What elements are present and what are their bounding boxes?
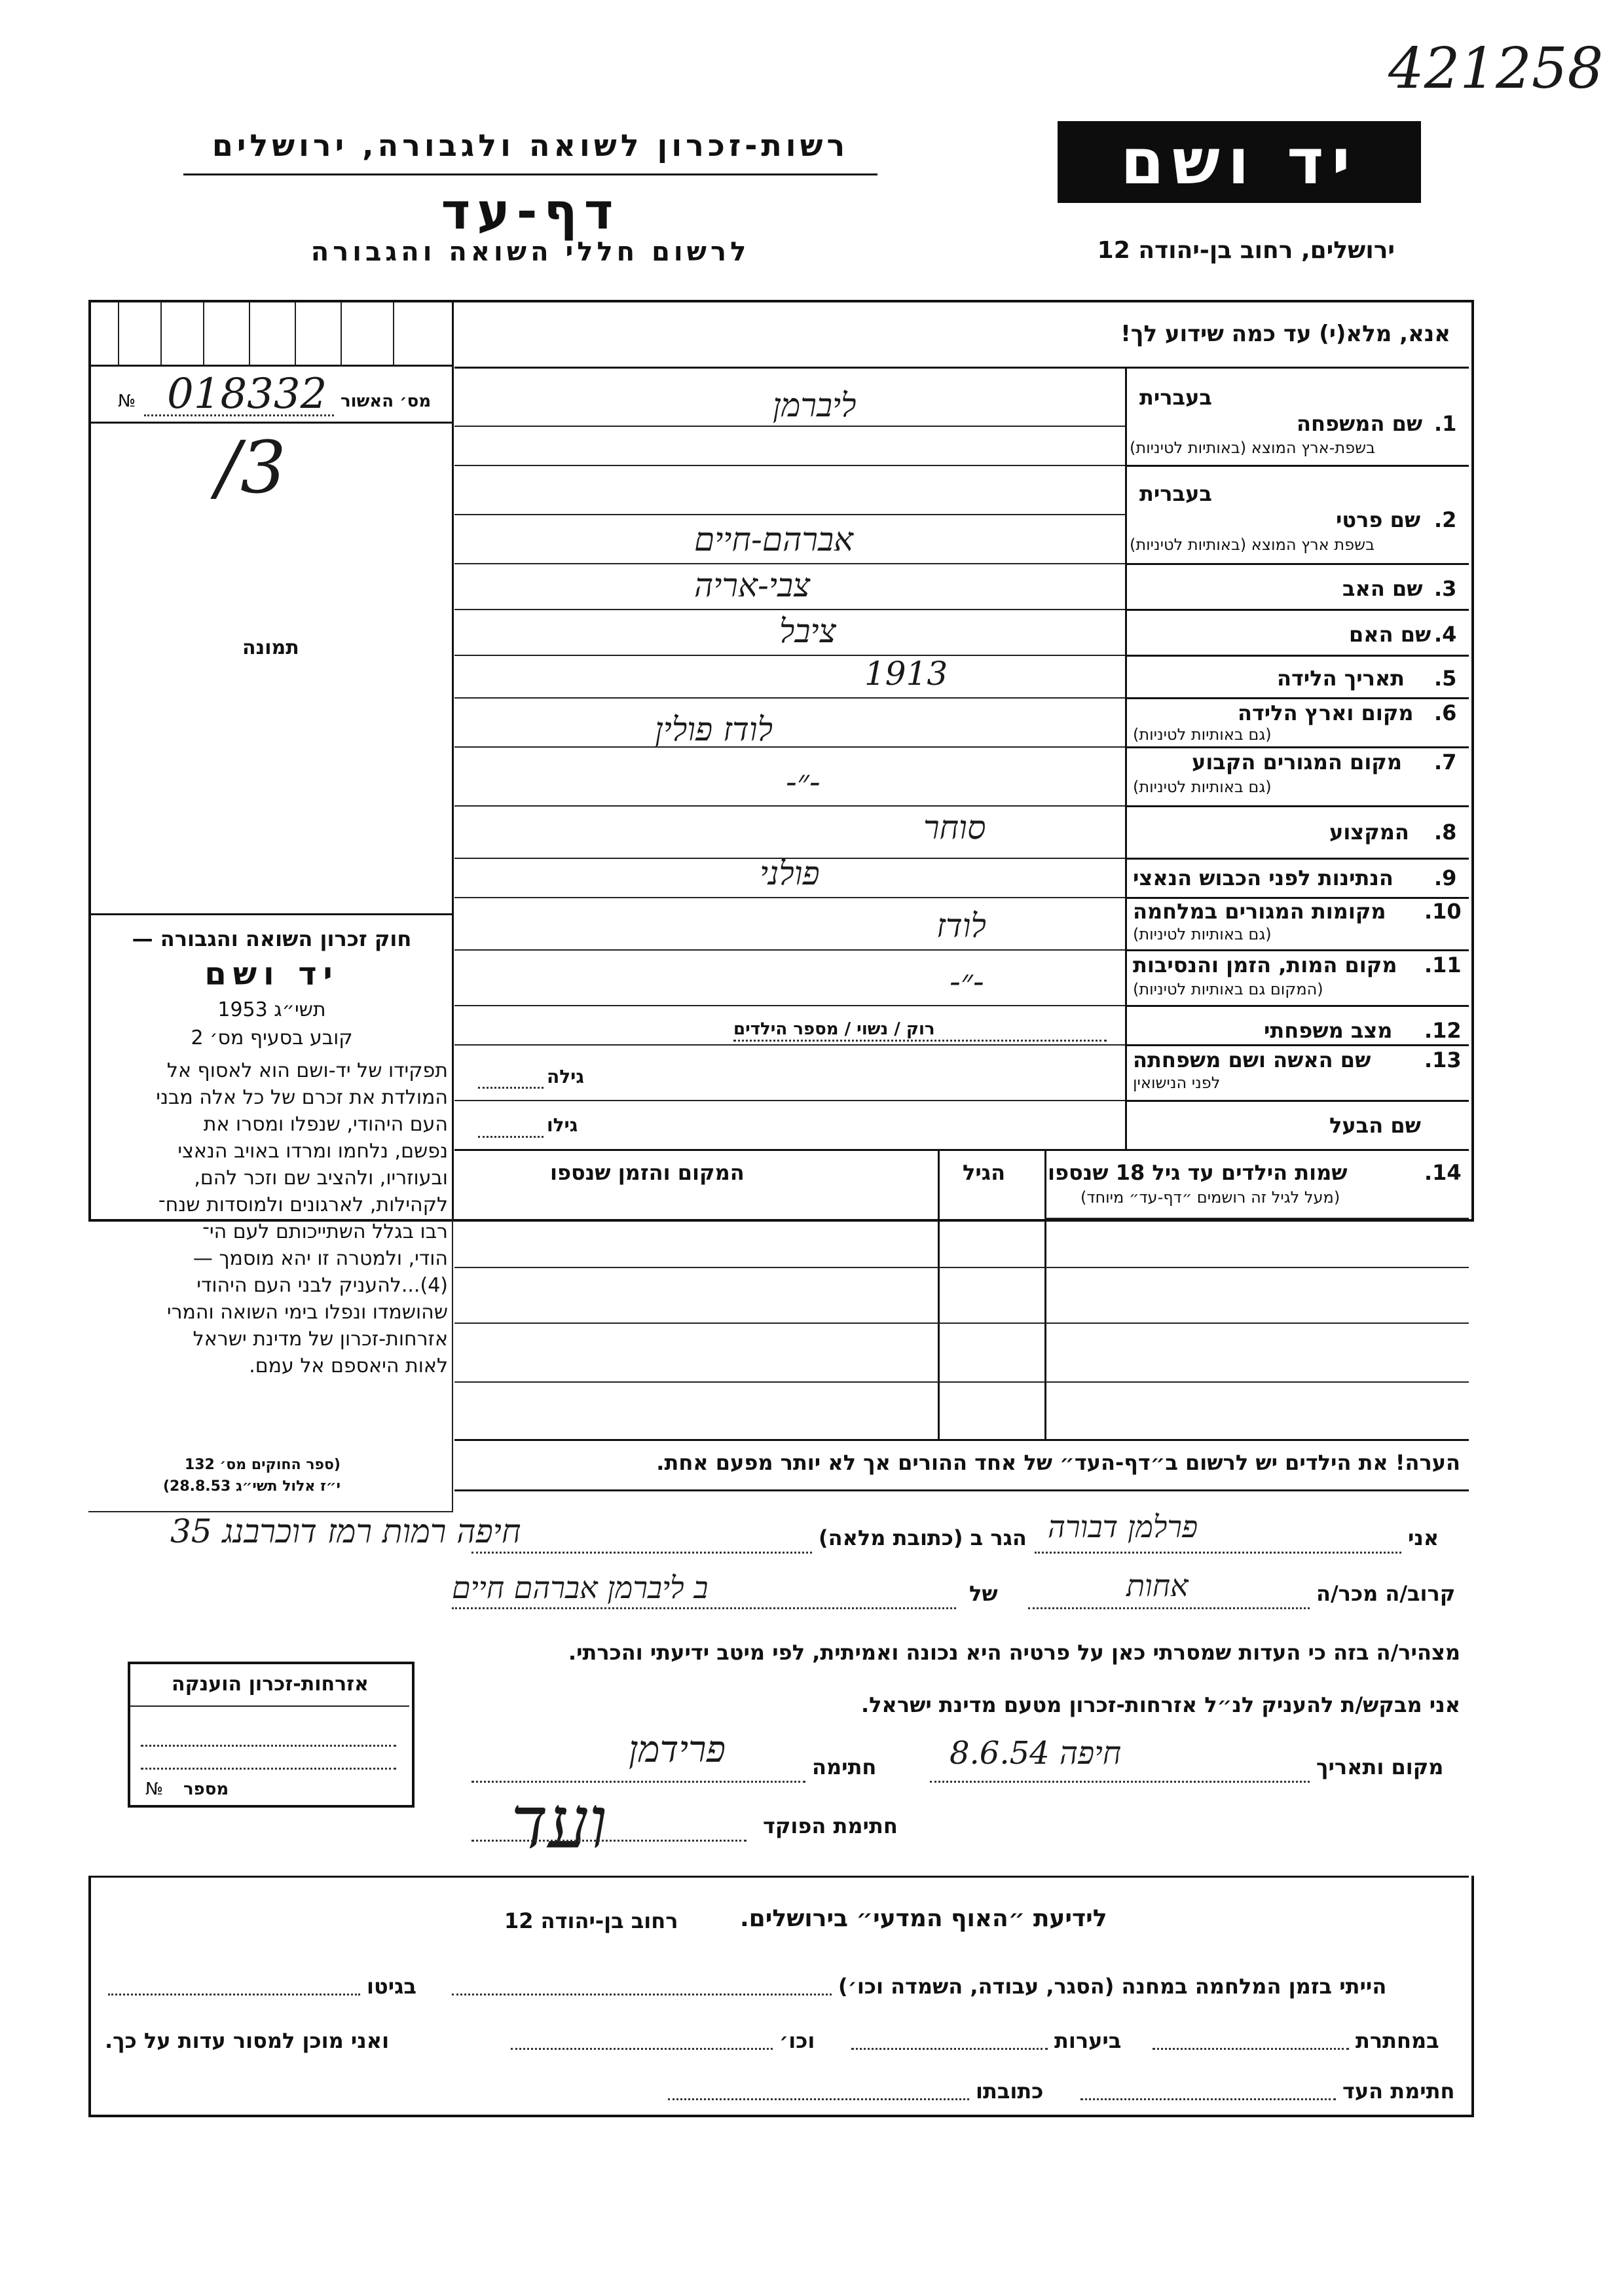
id-cell-divider (341, 302, 342, 365)
field-10-label: מקומות המגורים במלחמה (1133, 899, 1386, 924)
field-10-sub: (גם באותיות לטיניות) (1133, 925, 1272, 943)
answer-rule (454, 805, 1125, 807)
decl-request: אני מבקש/ת להעניק לנ״ל אזרחות-זכרון מטעם מדינת ישראל. (861, 1692, 1460, 1717)
law-brand: יד ושם (204, 956, 339, 993)
law-section: קובע בסעיף מס׳ 2 (191, 1027, 353, 1049)
decl-address-value: חיפה רמות רמז דוכרבנג 35 (170, 1512, 521, 1550)
footer-forests-label: ביערות (1054, 2028, 1122, 2053)
field-14-label: שמות הילדים עד גיל 18 שנספו (1048, 1160, 1348, 1185)
answer-rule (454, 1044, 1125, 1046)
form-subtitle: לרשום חללי השואה והגבורה (310, 237, 750, 267)
row-rule (1125, 1149, 1469, 1151)
field-4-label: שם האם (1349, 622, 1431, 647)
citizenship-line (141, 1768, 396, 1770)
field-3-number: 3. (1434, 576, 1457, 601)
field-13-sub: לפני הנישואין (1133, 1074, 1221, 1092)
id-row-bottom (91, 422, 452, 424)
field-1-number: 1. (1434, 411, 1457, 436)
id-label: מס׳ האשור (341, 392, 432, 411)
children-age-header: הגיל (963, 1160, 1006, 1185)
field-8-value: סוחר (923, 809, 986, 847)
intro-rule (454, 367, 1469, 369)
field-6-value: לודז פולין (655, 710, 773, 748)
field-2-lang: בעברית (1139, 481, 1212, 506)
field-13-age-label: גילה (547, 1066, 584, 1087)
children-table-bottom (454, 1439, 1469, 1441)
field-9-value: פולני (760, 854, 820, 892)
children-row (454, 1381, 1469, 1383)
field-8-label: המקצוע (1329, 820, 1409, 845)
row-rule (1125, 697, 1469, 699)
field-5-label: תאריך הלידה (1277, 666, 1405, 691)
law-reference-1: (ספר החוקים מס׳ 132 (184, 1457, 341, 1473)
footer-camp-text: הייתי בזמן המלחמה במחנה (הסגר, עבודה, השמדה וכו׳) (838, 1974, 1387, 1999)
row-rule (1125, 1044, 1469, 1046)
field-10-number: 10. (1424, 899, 1462, 924)
id-cell-divider (295, 302, 296, 365)
answer-rule (454, 746, 1125, 748)
field-12-label: מצב משפחתי (1264, 1018, 1393, 1043)
decl-signature-label: חתימה (812, 1755, 877, 1779)
footer-witness-sign-line (1080, 2098, 1336, 2100)
decl-address-line (471, 1552, 812, 1554)
footer-testimony-text: ואני מוכן למסור עדות על כך. (105, 2028, 390, 2053)
children-col-divider (938, 1149, 940, 1440)
row-rule (1125, 655, 1469, 657)
field-9-label: הנתינות לפני הכבוש הנאצי (1133, 866, 1393, 890)
field-4-number: 4. (1434, 622, 1457, 647)
field-6-number: 6. (1434, 701, 1457, 725)
decl-signature-value: פרידמן (629, 1728, 726, 1771)
answer-rule (454, 949, 1125, 951)
field-12-options: רוק / נשוי / מספר הילדים (733, 1019, 935, 1039)
field-13-label: שם האשה ושם משפחתה (1133, 1048, 1371, 1072)
header-rule (183, 173, 877, 175)
decl-officer-label: חתימת הפוקד (763, 1813, 898, 1838)
note-bottom (454, 1489, 1469, 1491)
answer-rule (454, 1149, 1125, 1151)
answer-rule (454, 465, 1125, 466)
decl-of-line (452, 1607, 956, 1609)
footer-underground-label: במחתרת (1356, 2028, 1439, 2053)
field-11-label: מקום המות, הזמן והנסיבות (1133, 953, 1397, 977)
decl-name-line (1035, 1552, 1401, 1554)
field-7-value: -״- (786, 763, 821, 801)
decl-of-label: של (969, 1581, 998, 1606)
id-cell-divider (160, 302, 162, 365)
decl-place-date-value: חיפה 8.6.54 (950, 1735, 1122, 1772)
footer-witness-address-line (668, 2098, 969, 2100)
field-1-value: ליברמן (773, 386, 857, 424)
field-2-value: אברהם-חיים (694, 520, 854, 558)
id-line (144, 414, 334, 416)
children-rule (1044, 1218, 1469, 1219)
field-5-value: 1913 (864, 655, 948, 693)
field-7-number: 7. (1434, 750, 1457, 774)
law-line: שהושמדו ונפלו בימי השואה והמרי (166, 1301, 448, 1324)
answer-rule (454, 655, 1125, 656)
law-line: הודי, ולמטרה זו יהא מוסמך — (193, 1247, 448, 1270)
law-reference-2: י״ז אלול תשי״ג 28.8.53) (162, 1478, 341, 1495)
children-place-header: המקום והזמן שנספו (550, 1160, 745, 1185)
law-line: העם היהודי, שנפלו ומסרו את (203, 1113, 448, 1136)
row-rule (1125, 858, 1469, 860)
row-rule (1125, 563, 1469, 565)
institution-name: רשות-זכרון לשואה ולגבורה, ירושלים (212, 128, 849, 163)
husband-label: שם הבעל (1329, 1113, 1421, 1138)
decl-officer-value: ועד (511, 1781, 608, 1865)
answer-rule (454, 1005, 1125, 1006)
field-6-sub: (גם באותיות לטיניות) (1133, 725, 1272, 744)
field-8-number: 8. (1434, 820, 1457, 845)
decl-i-label: אני (1408, 1525, 1439, 1550)
law-title: חוק זכרון השואה והגבורה — (132, 926, 412, 951)
citizenship-title-rule (130, 1705, 409, 1707)
photo-label: תמונה (242, 636, 299, 659)
decl-relation-line (1028, 1607, 1310, 1609)
field-14-number: 14. (1424, 1160, 1462, 1185)
field-5-number: 5. (1434, 666, 1457, 691)
husband-age-label: גילו (547, 1114, 578, 1136)
citizenship-title: אזרחות-זכרון הוענקה (171, 1673, 369, 1696)
field-11-sub: (המקום גם באותיות לטיניות) (1133, 980, 1323, 998)
decl-place-date-label: מקום ותאריך (1316, 1755, 1444, 1779)
field-2-label: שם פרטי (1336, 507, 1421, 532)
decl-relation-value: אחות (1126, 1568, 1189, 1603)
photo-bottom (91, 913, 452, 915)
row-rule (1125, 609, 1469, 611)
citizenship-line (141, 1745, 396, 1747)
footer-ghetto-label: בגיטו (367, 1974, 416, 1999)
footer-etc-line (511, 2048, 773, 2050)
label-column-divider (1125, 367, 1127, 1149)
decl-statement: מצהיר/ה בזה כי העדות שמסרתי כאן על פרטיה היא נכונה ואמיתית, לפי מיטב ידיעתי והכרתי. (568, 1640, 1460, 1665)
field-3-label: שם האב (1342, 576, 1423, 601)
approval-mark: /3 (216, 426, 287, 509)
citizenship-number-label: מספר (183, 1779, 229, 1799)
note-text: הערה! את הילדים יש לרשום ב״דף-העד״ של אחד ההורים אך לא יותר מפעם אחת. (656, 1450, 1460, 1475)
field-13-age-line (478, 1087, 544, 1089)
decl-name-value: פרלמן דבורה (1048, 1509, 1198, 1544)
footer-forests-line (851, 2048, 1048, 2050)
field-11-value: -״- (950, 962, 984, 1000)
children-col-divider (1044, 1149, 1046, 1440)
footer-witness-sign-label: חתימת העד (1342, 2079, 1455, 2104)
law-line: לקהילות, לארגונים ולמוסדות שנח־ (158, 1194, 448, 1216)
id-cell-divider (249, 302, 250, 365)
field-12-line (733, 1040, 1107, 1042)
decl-resides-label: הגר ב (כתובת מלאה) (819, 1525, 1027, 1550)
law-text (96, 1057, 448, 1379)
law-box-right (452, 1216, 453, 1511)
children-row (454, 1267, 1469, 1268)
field-14-sub: (מעל לגיל זה רושמים ״דף-עד״ מיוחד) (1080, 1188, 1340, 1207)
law-line: נפשם, נלחמו ומרדו באויב הנאצי (177, 1140, 448, 1163)
law-line: ובעוזריו, ולהציב שם וזכר להם, (194, 1167, 448, 1190)
field-1-sub: בשפת-ארץ המוצא (באותיות לטיניות) (1130, 439, 1376, 457)
field-12-number: 12. (1424, 1018, 1462, 1043)
row-rule (1125, 1100, 1469, 1102)
law-year: תשי״ג 1953 (217, 998, 326, 1021)
children-row (454, 1322, 1469, 1324)
law-line: תפקידו של יד-ושם הוא לאסוף אל (166, 1059, 448, 1082)
answer-rule (454, 697, 1125, 699)
law-line: לאות היאספם אל עמם. (249, 1355, 448, 1377)
decl-officer-line (471, 1840, 747, 1842)
archive-number: 421258 (1388, 36, 1604, 101)
id-cells-bottom (91, 365, 452, 367)
row-rule (1125, 805, 1469, 807)
row-rule (1125, 949, 1469, 951)
field-10-value: לודז (936, 907, 986, 945)
form-title: דף-עד (441, 182, 620, 240)
yad-vashem-logo: יד ושם (1058, 121, 1421, 203)
answer-rule (454, 609, 1125, 610)
field-1-label: שם המשפחה (1297, 411, 1423, 436)
field-13-number: 13. (1424, 1048, 1462, 1072)
id-number: 018332 (167, 370, 327, 418)
citizenship-no-mark: № (145, 1779, 164, 1799)
footer-ghetto-line (108, 1994, 360, 1995)
answer-rule (454, 897, 1125, 898)
answer-rule (454, 426, 1125, 427)
field-2-number: 2. (1434, 507, 1457, 532)
id-cell-divider (203, 302, 204, 365)
row-rule (1125, 1005, 1469, 1007)
law-line: רבו בגלל השתייכותם לעם הי־ (202, 1220, 448, 1243)
field-1-lang: בעברית (1139, 385, 1212, 410)
husband-age-line (478, 1136, 544, 1138)
decl-place-date-line (930, 1781, 1310, 1783)
left-panel-divider (452, 302, 454, 1219)
row-rule (1125, 465, 1469, 467)
answer-rule (454, 514, 1125, 515)
field-2-sub: בשפת ארץ המוצא (באותיות לטיניות) (1130, 536, 1375, 554)
answer-rule (454, 563, 1125, 564)
id-no-mark: № (118, 392, 136, 411)
footer-camp-line (452, 1994, 832, 1995)
id-cell-divider (393, 302, 394, 365)
id-cell-divider (118, 302, 119, 365)
answer-rule (454, 1100, 1125, 1101)
footer-address: רחוב בן-יהודה 12 (504, 1908, 678, 1933)
field-6-label: מקום וארץ הלידה (1238, 701, 1414, 725)
footer-witness-address-label: כתובתו (976, 2079, 1044, 2104)
footer-title: לידיעת ״האוף המדעי״ בירושלים. (740, 1905, 1107, 1932)
header-address: ירושלים, רחוב בן-יהודה 12 (1097, 237, 1395, 264)
law-line: (4)...להעניק לבני העם היהודי (196, 1274, 448, 1297)
decl-relative-label: קרוב/ה מכר/ה (1316, 1581, 1456, 1606)
field-3-value: צבי-אריה (694, 566, 811, 604)
row-rule (1125, 746, 1469, 748)
footer-underground-line (1153, 2048, 1349, 2050)
intro-text: אנא, מלא(י) עד כמה שידוע לך! (1120, 321, 1450, 347)
footer-etc-label: וכו׳ (779, 2028, 815, 2053)
law-line: המולדת את זכרם של כל אלה מבני (156, 1086, 448, 1109)
field-7-label: מקום המגורים הקבוע (1192, 750, 1403, 774)
law-line: אזרחות-זכרון של מדינת ישראל (193, 1328, 448, 1351)
field-7-sub: (גם באותיות לטיניות) (1133, 778, 1272, 796)
field-9-number: 9. (1434, 866, 1457, 890)
field-11-number: 11. (1424, 953, 1462, 977)
decl-of-value: ב ליברמן אברהם חיים (452, 1570, 709, 1605)
field-4-value: ציבל (779, 612, 836, 650)
